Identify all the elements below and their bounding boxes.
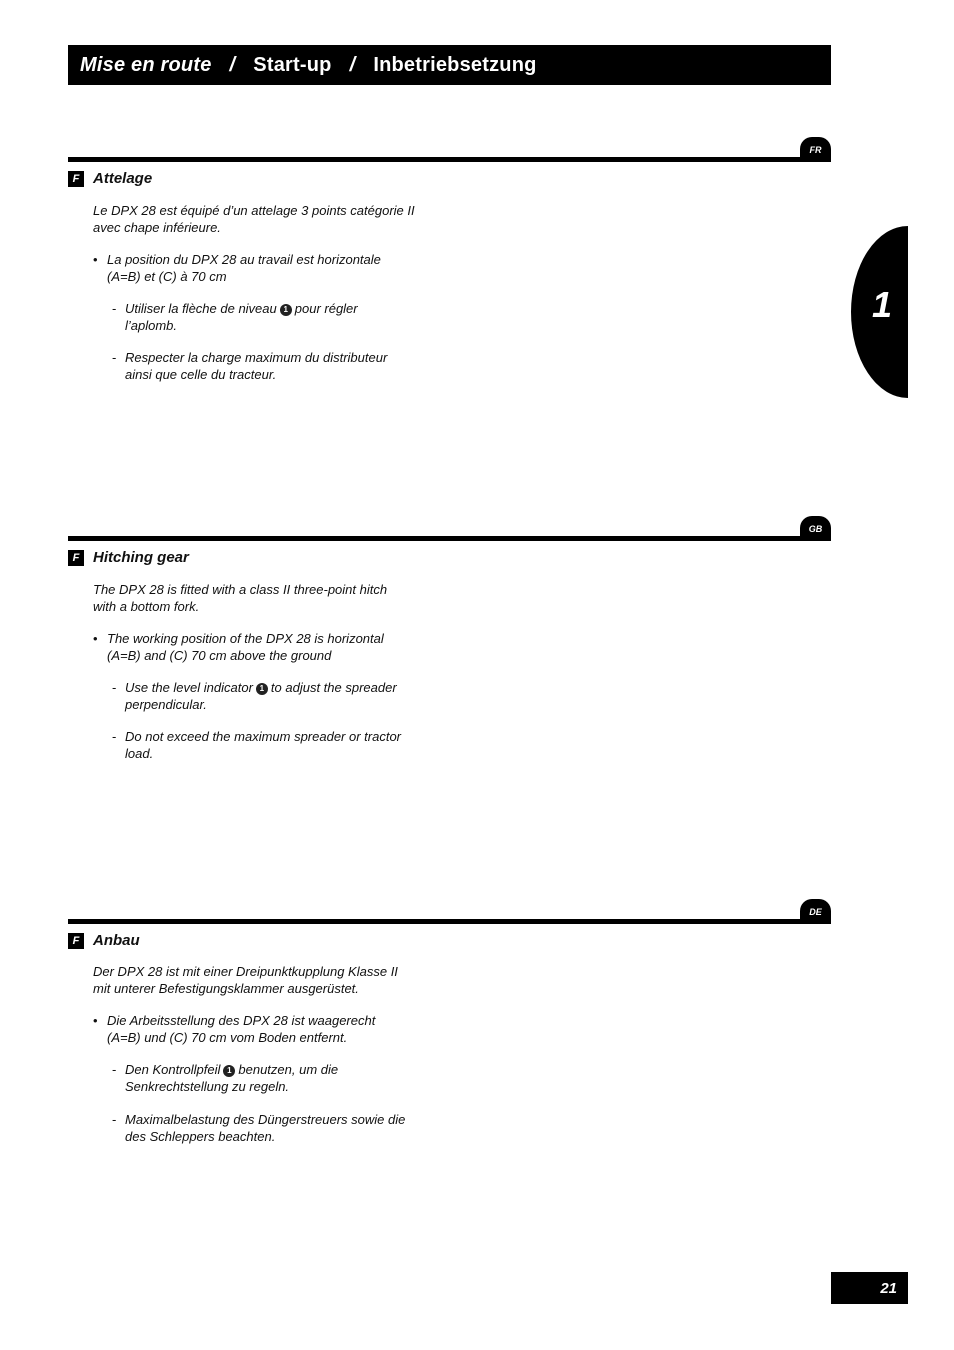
section-title-text: Hitching gear: [93, 549, 189, 566]
dash-icon: -: [112, 729, 117, 744]
section-marker-icon: F: [68, 933, 84, 949]
dash-item: - Respecter la charge maximum du distributeur ainsi que celle du tracteur.: [112, 350, 388, 382]
dash-icon: -: [112, 301, 117, 316]
section-marker-icon: F: [68, 550, 84, 566]
bullet-item: • La position du DPX 28 au travail est horizontale (A=B) et (C) à 70 cm: [93, 252, 381, 284]
bullet-icon: •: [93, 252, 98, 267]
language-badge-de: DE: [800, 899, 831, 922]
language-badge-gb: GB: [800, 516, 831, 539]
dash-item: - Den Kontrollpfeil 1 benutzen, um die Senkrechtstellung zu regeln.: [112, 1062, 339, 1094]
page-number: [831, 1272, 908, 1304]
numbered-circle-icon: 1: [223, 1065, 235, 1077]
chapter-number: 1: [872, 284, 893, 325]
section-title: [68, 932, 140, 949]
dash-icon: -: [112, 1062, 117, 1077]
numbered-circle-icon: 1: [256, 683, 268, 695]
dash-icon: -: [112, 1112, 117, 1127]
intro-text: Le DPX 28 est équipé d’un attelage 3 points catégorie II avec chape inférieure.: [93, 203, 415, 235]
section-title: [68, 170, 152, 187]
section-marker-icon: F: [68, 171, 84, 187]
page-header: [68, 45, 831, 85]
section-title-text: Attelage: [93, 170, 153, 187]
section-title-text: Anbau: [93, 932, 140, 949]
dash-icon: -: [112, 680, 117, 695]
page-number-text: 21: [880, 1279, 897, 1297]
numbered-circle-icon: 1: [280, 304, 292, 316]
header-title-de: Inbetriebsetzung: [373, 53, 537, 76]
header-title-gb: Start-up: [253, 53, 332, 76]
dash-icon: -: [112, 350, 117, 365]
section-rule: [68, 919, 831, 924]
language-badge-fr: FR: [800, 137, 831, 160]
dash-item: - Use the level indicator 1 to adjust the spreader perpendicular.: [112, 680, 397, 712]
dash-item: - Maximalbelastung des Düngerstreuers sowie die des Schleppers beachten.: [112, 1112, 406, 1144]
header-title-fr: Mise en route: [80, 53, 212, 76]
section-rule: [68, 536, 831, 541]
section-title: [68, 549, 189, 566]
intro-text: Der DPX 28 ist mit einer Dreipunktkupplung Klasse II mit unterer Befestigungsklammer ausgerüstet.: [93, 964, 398, 996]
section-rule: [68, 157, 831, 162]
bullet-icon: •: [93, 1013, 98, 1028]
bullet-icon: •: [93, 631, 98, 646]
header-separator: /: [229, 53, 236, 76]
bullet-item: • The working position of the DPX 28 is horizontal (A=B) and (C) 70 cm above the ground: [93, 631, 384, 663]
intro-text: The DPX 28 is fitted with a class II three-point hitch with a bottom fork.: [93, 582, 388, 614]
dash-item: - Do not exceed the maximum spreader or tractor load.: [112, 729, 402, 761]
header-separator: /: [349, 53, 356, 76]
dash-item: - Utiliser la flèche de niveau 1 pour régler l’aplomb.: [112, 301, 358, 333]
bullet-item: • Die Arbeitsstellung des DPX 28 ist waagerecht (A=B) und (C) 70 cm vom Boden entfernt.: [93, 1013, 376, 1045]
